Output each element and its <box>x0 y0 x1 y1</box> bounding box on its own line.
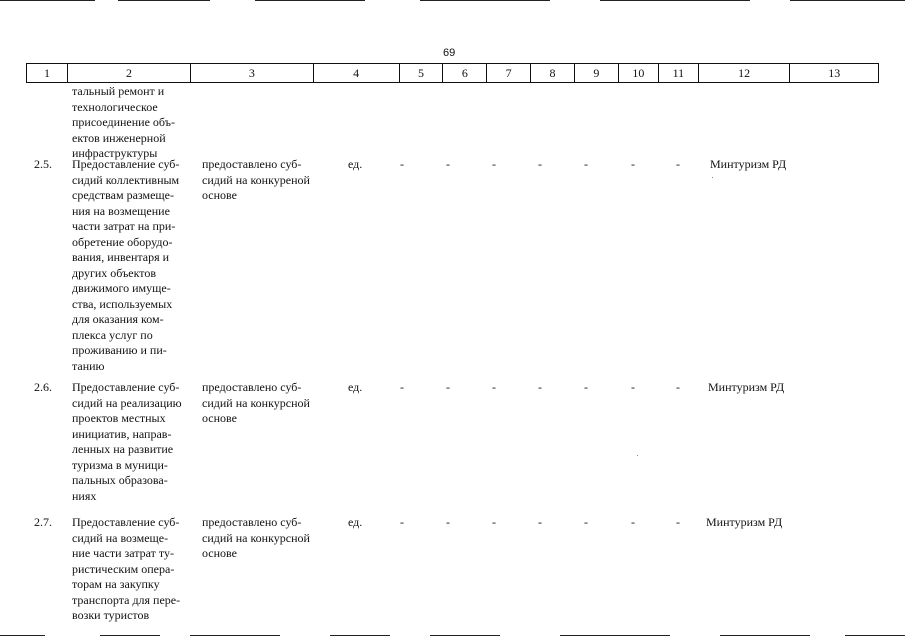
header-cell-9: 9 <box>575 64 619 82</box>
header-cell-6: 6 <box>443 64 487 82</box>
scan-bottom-edge <box>0 634 905 637</box>
unit: ед. <box>348 380 363 394</box>
value-col-7: - <box>492 157 496 171</box>
row-number: 2.6. <box>34 380 52 394</box>
header-cell-2: 2 <box>68 64 191 82</box>
header-cell-7: 7 <box>487 64 531 82</box>
executor: Минтуризм РД <box>710 157 787 171</box>
value-col-8: - <box>538 515 542 529</box>
measure-name: Предоставление суб- сидий на реализацию проектов местных инициатив, направ- ленных на развитие туризма в муници- пальных образова- ниях <box>72 380 182 503</box>
value-col-5: - <box>400 515 404 529</box>
value-col-6: - <box>446 157 450 171</box>
measure-name: Предоставление суб- сидий коллективным средствам размеще- ния на возмещение части затрат на при- обретение оборудо- вания, инвентаря и других объектов движимого имуще- ства, используемых для оказания ком- плекса услуг по проживанию и пи- танию <box>72 157 180 373</box>
value-col-10: - <box>631 380 635 394</box>
value-col-11: - <box>676 157 680 171</box>
header-cell-11: 11 <box>659 64 699 82</box>
value-col-7: - <box>492 380 496 394</box>
value-col-10: - <box>631 157 635 171</box>
measure-name: Предоставление суб- сидий на возмеще- ние части затрат ту- ристическим опера- торам на закупку транспорта для пере- возки туристов <box>72 515 181 622</box>
header-cell-1: 1 <box>27 64 68 82</box>
header-cell-12: 12 <box>699 64 790 82</box>
value-col-11: - <box>676 380 680 394</box>
value-col-10: - <box>631 515 635 529</box>
header-cell-4: 4 <box>314 64 400 82</box>
value-col-5: - <box>400 380 404 394</box>
value-col-9: - <box>584 380 588 394</box>
row-number: 2.7. <box>34 515 52 529</box>
value-col-9: - <box>584 515 588 529</box>
value-col-7: - <box>492 515 496 529</box>
scan-top-edge <box>0 0 905 2</box>
value-col-8: - <box>538 157 542 171</box>
header-cell-5: 5 <box>400 64 444 82</box>
value-col-8: - <box>538 380 542 394</box>
value-col-9: - <box>584 157 588 171</box>
scan-speck <box>712 177 713 178</box>
row-number: 2.5. <box>34 157 52 171</box>
header-cell-3: 3 <box>191 64 314 82</box>
header-cell-13: 13 <box>828 66 841 80</box>
executor: Минтуризм РД <box>706 515 783 529</box>
result-description: предоставлено суб- сидий на конкурсной основе <box>202 380 310 425</box>
header-cell-8: 8 <box>531 64 575 82</box>
value-col-5: - <box>400 157 404 171</box>
result-description: предоставлено суб- сидий на конкурсной основе <box>202 515 310 560</box>
result-description: предоставлено суб- сидий на конкуреной основе <box>202 157 310 202</box>
continuation-name: тальный ремонт и технологическое присоединение объ- ектов инженерной инфраструктуры <box>72 84 175 160</box>
value-col-11: - <box>676 515 680 529</box>
executor: Минтуризм РД <box>708 380 785 394</box>
header-cell-10: 10 <box>619 64 659 82</box>
scan-speck <box>637 455 638 456</box>
value-col-6: - <box>446 515 450 529</box>
unit: ед. <box>348 157 363 171</box>
unit: ед. <box>348 515 363 529</box>
page-number: 69 <box>443 47 456 59</box>
table-header-row <box>26 63 879 83</box>
value-col-6: - <box>446 380 450 394</box>
